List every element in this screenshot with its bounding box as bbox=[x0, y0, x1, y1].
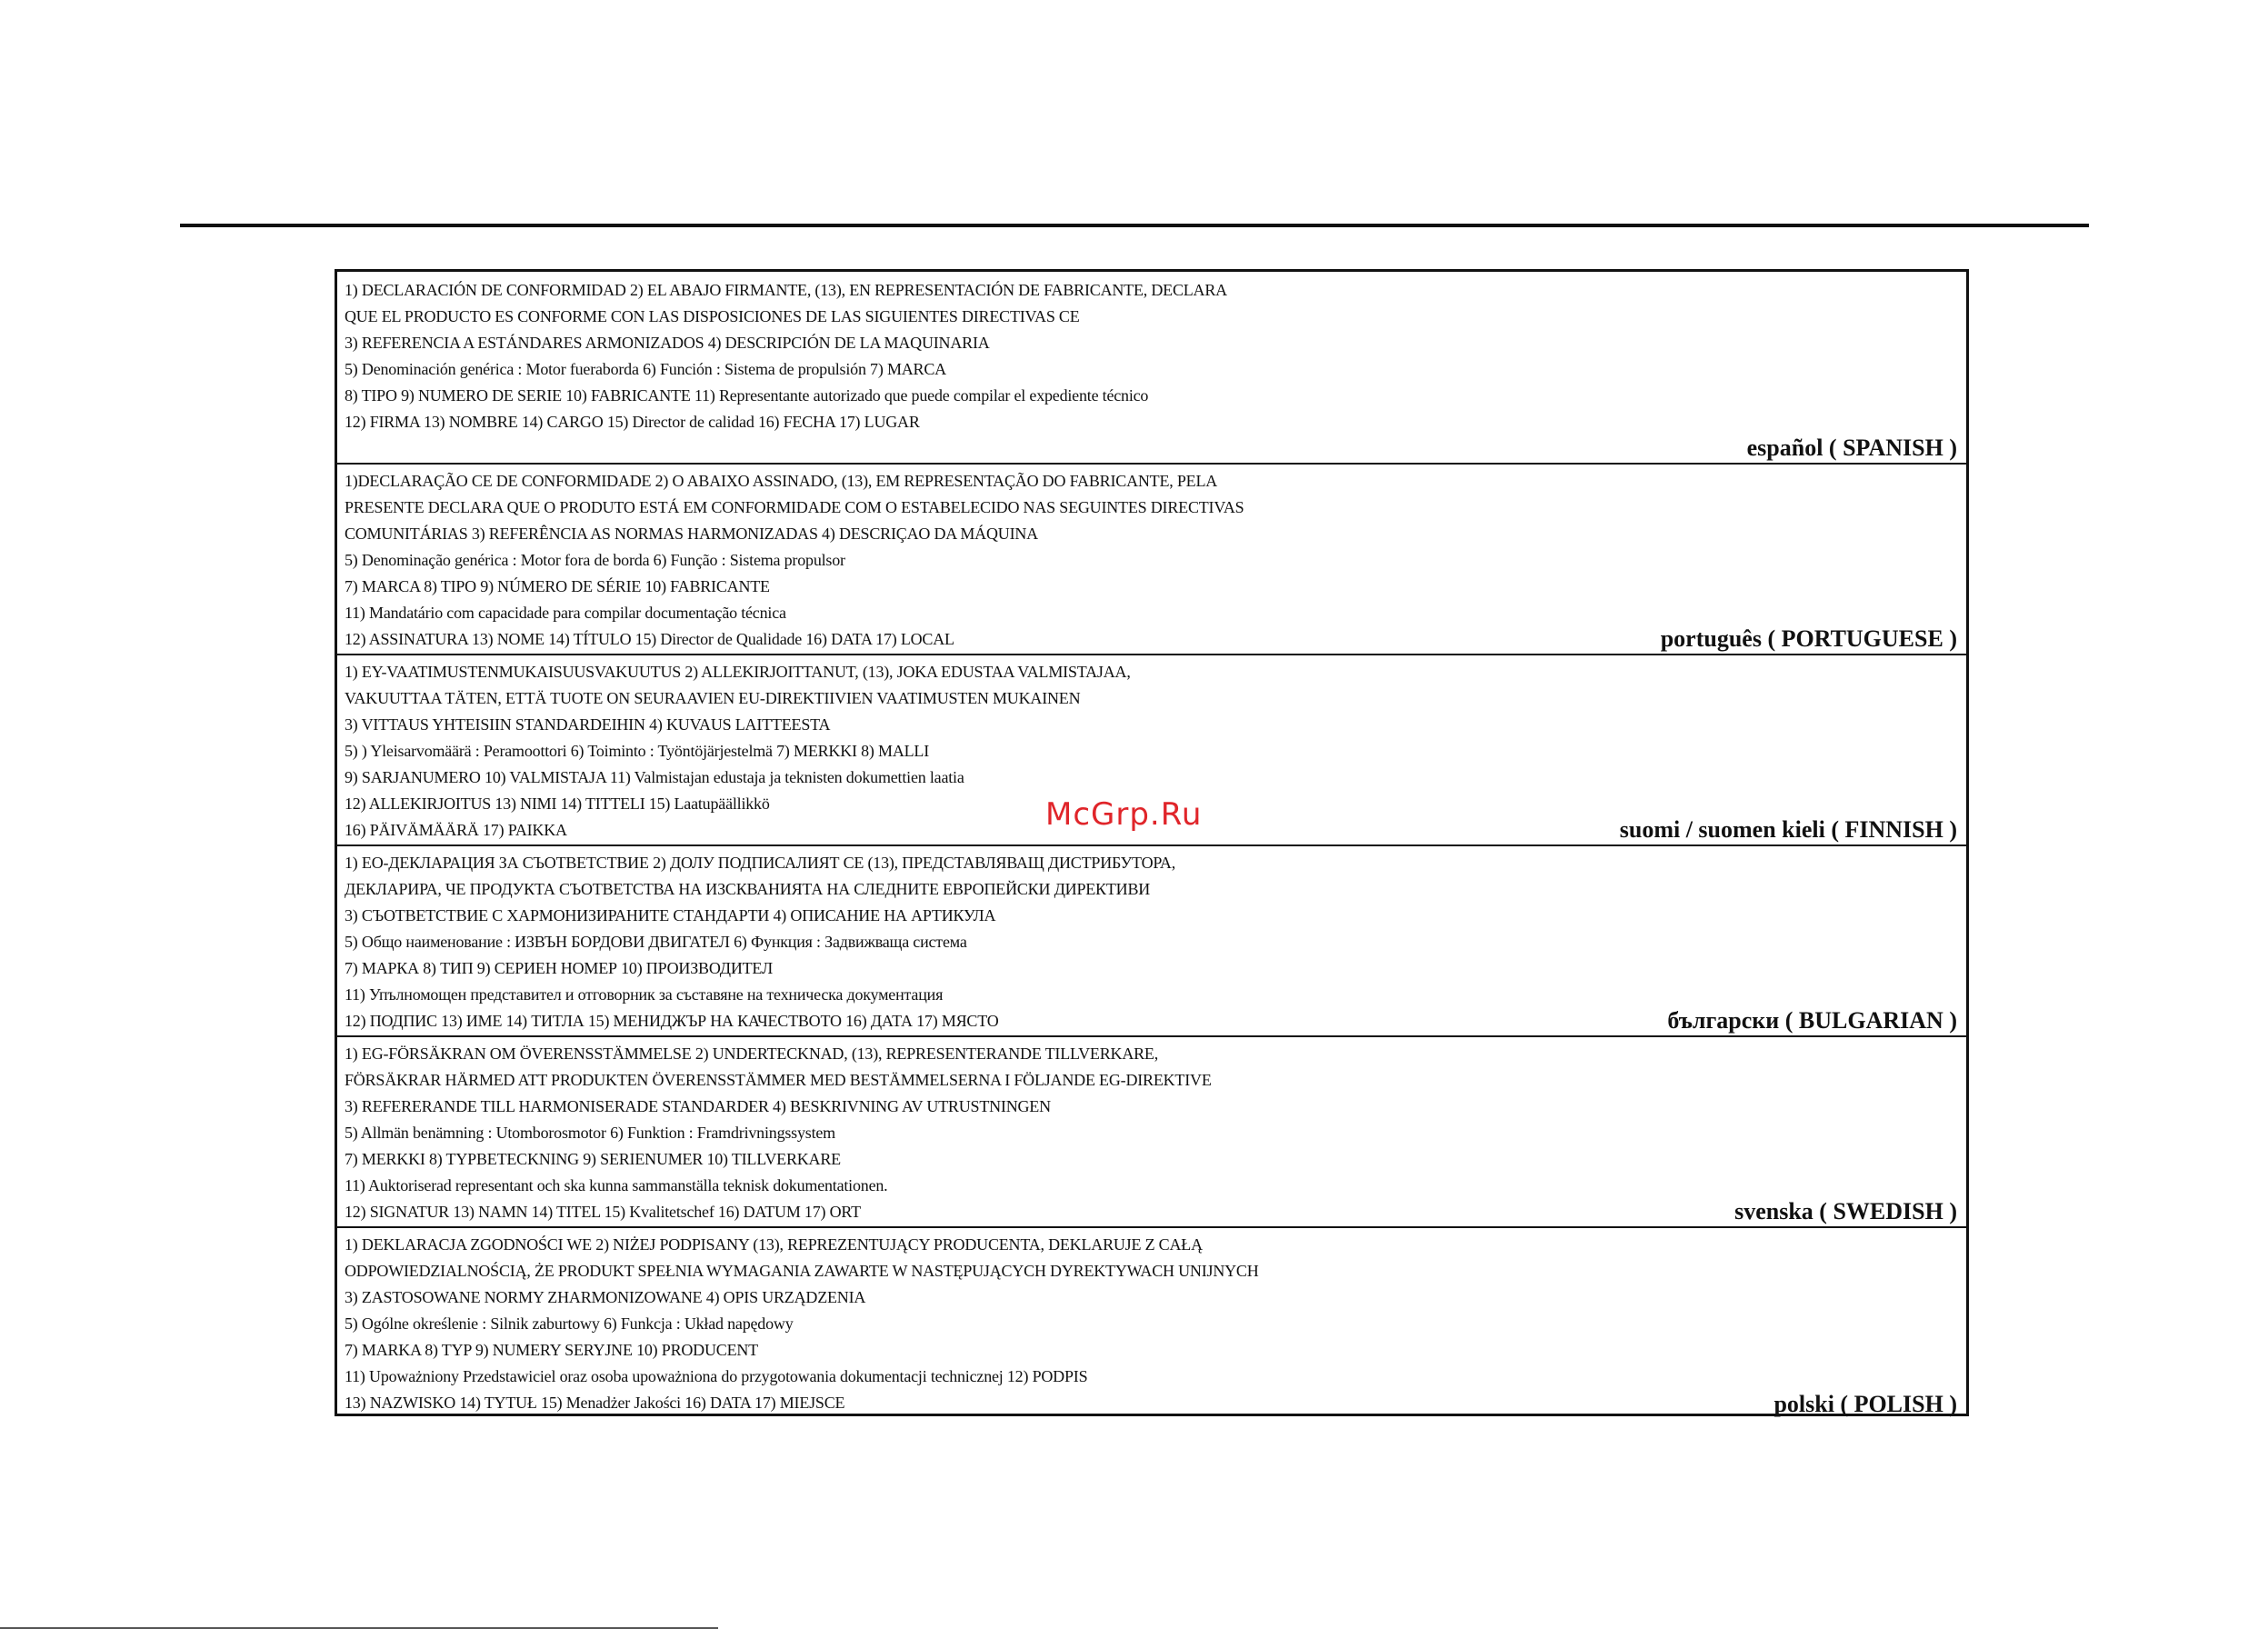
declaration-line: 3) ZASTOSOWANE NORMY ZHARMONIZOWANE 4) OPIS URZĄDZENIA bbox=[345, 1288, 866, 1306]
language-label: polski ( POLISH ) bbox=[1773, 1391, 1957, 1417]
declaration-line: 1)DECLARAÇÃO CE DE CONFORMIDADE 2) O ABAIXO ASSINADO, (13), EM REPRESENTAÇÃO DO FABRICANTE, PELA bbox=[345, 472, 1218, 490]
declaration-line: QUE EL PRODUCTO ES CONFORME CON LAS DISPOSICIONES DE LAS SIGUIENTES DIRECTIVAS CE bbox=[345, 307, 1080, 325]
declaration-line: 3) VITTAUS YHTEISIIN STANDARDEIHIN 4) KUVAUS LAITTEESTA bbox=[345, 715, 831, 734]
declaration-line: 5) Allmän benämning : Utomborosmotor 6) Funktion : Framdrivningssystem bbox=[345, 1124, 835, 1142]
declaration-line: 7) MERKKI 8) TYPBETECKNING 9) SERIENUMER 10) TILLVERKARE bbox=[345, 1150, 841, 1168]
language-section bbox=[337, 846, 1966, 1037]
declaration-line: PRESENTE DECLARA QUE O PRODUTO ESTÁ EM CONFORMIDADE COM O ESTABELECIDO NAS SEGUINTES DIRECTIVAS bbox=[345, 498, 1244, 516]
declaration-line: 9) SARJANUMERO 10) VALMISTAJA 11) Valmistajan edustaja ja teknisten dokumettien laatia bbox=[345, 768, 964, 786]
declaration-line: COMUNITÁRIAS 3) REFERÊNCIA AS NORMAS HARMONIZADAS 4) DESCRIÇAO DA MÁQUINA bbox=[345, 525, 1038, 543]
declaration-line: 5) Общо наименование : ИЗВЪН БОРДОВИ ДВИГАТЕЛ 6) Функция : Задвижваща система bbox=[345, 933, 967, 951]
language-section bbox=[337, 465, 1966, 655]
language-section bbox=[337, 1228, 1966, 1419]
language-label: български ( BULGARIAN ) bbox=[1667, 1007, 1957, 1034]
declaration-line: FÖRSÄKRAR HÄRMED ATT PRODUKTEN ÖVERENSSTÄMMER MED BESTÄMMELSERNA I FÖLJANDE EG-DIREKTIVE bbox=[345, 1071, 1212, 1089]
declaration-line: 5) Denominação genérica : Motor fora de borda 6) Função : Sistema propulsor bbox=[345, 551, 845, 569]
declaration-line: 12) FIRMA 13) NOMBRE 14) CARGO 15) Director de calidad 16) FECHA 17) LUGAR bbox=[345, 413, 920, 431]
language-section bbox=[337, 272, 1966, 465]
declaration-line: 12) ПОДПИС 13) ИМЕ 14) ТИТЛА 15) МЕНИДЖЪР НА КАЧЕСТВОТО 16) ДАТА 17) МЯСТО bbox=[345, 1012, 999, 1030]
declaration-line: 12) SIGNATUR 13) NAMN 14) TITEL 15) Kvalitetschef 16) DATUM 17) ORT bbox=[345, 1203, 861, 1221]
top-horizontal-rule bbox=[180, 224, 2089, 227]
declaration-line: 1) DECLARACIÓN DE CONFORMIDAD 2) EL ABAJO FIRMANTE, (13), EN REPRESENTACIÓN DE FABRICANTE, DECLARA bbox=[345, 281, 1227, 299]
declaration-line: 12) ALLEKIRJOITUS 13) NIMI 14) TITTELI 15) Laatupäällikkö bbox=[345, 795, 770, 813]
declaration-line: 3) REFERERANDE TILL HARMONISERADE STANDARDER 4) BESKRIVNING AV UTRUSTNINGEN bbox=[345, 1097, 1051, 1115]
declaration-line: 8) TIPO 9) NUMERO DE SERIE 10) FABRICANTE 11) Representante autorizado que puede compilar el expediente técnico bbox=[345, 386, 1149, 405]
declaration-table bbox=[335, 269, 1969, 1416]
declaration-line: 11) Auktoriserad representant och ska kunna sammanställa teknisk dokumentationen. bbox=[345, 1176, 888, 1194]
declaration-line: 11) Mandatário com capacidade para compilar documentação técnica bbox=[345, 604, 786, 622]
declaration-line: 7) MARKA 8) TYP 9) NUMERY SERYJNE 10) PRODUCENT bbox=[345, 1341, 758, 1359]
declaration-line: 3) REFERENCIA A ESTÁNDARES ARMONIZADOS 4) DESCRIPCIÓN DE LA MAQUINARIA bbox=[345, 334, 990, 352]
declaration-line: 13) NAZWISKO 14) TYTUŁ 15) Menadżer Jakości 16) DATA 17) MIEJSCE bbox=[345, 1394, 845, 1412]
declaration-line: 11) Упълномощен представител и отговорник за съставяне на техническа документация bbox=[345, 985, 944, 1004]
declaration-line: 5) Denominación genérica : Motor fueraborda 6) Función : Sistema de propulsión 7) MARCA bbox=[345, 360, 946, 378]
declaration-line: 7) MARCA 8) TIPO 9) NÚMERO DE SÉRIE 10) FABRICANTE bbox=[345, 577, 770, 595]
declaration-line: 16) PÄIVÄMÄÄRÄ 17) PAIKKA bbox=[345, 821, 567, 839]
language-section bbox=[337, 1037, 1966, 1228]
language-label: português ( PORTUGUESE ) bbox=[1660, 625, 1957, 652]
watermark: McGrp.Ru bbox=[1045, 796, 1203, 833]
declaration-line: ДЕКЛАРИРА, ЧЕ ПРОДУКТА СЪОТВЕТСТВА НА ИЗСКВАНИЯТА НА СЛЕДНИТЕ ЕВРОПЕЙСКИ ДИРЕКТИВИ bbox=[345, 880, 1151, 898]
declaration-line: 11) Upoważniony Przedstawiciel oraz osoba upoważniona do przygotowania dokumentacji technicznej 12) PODPIS bbox=[345, 1367, 1088, 1385]
declaration-line: 7) МАРКА 8) ТИП 9) СЕРИЕН НОМЕР 10) ПРОИЗВОДИТЕЛ bbox=[345, 959, 773, 977]
declaration-line: 1) EG-FÖRSÄKRAN OM ÖVERENSSTÄMMELSE 2) UNDERTECKNAD, (13), REPRESENTERANDE TILLVERKARE, bbox=[345, 1044, 1159, 1063]
language-label: suomi / suomen kieli ( FINNISH ) bbox=[1619, 816, 1957, 843]
declaration-line: ODPOWIEDZIALNOŚCIĄ, ŻE PRODUKT SPEŁNIA WYMAGANIA ZAWARTE W NASTĘPUJĄCYCH DYREKTYWACH UNIJNYCH bbox=[345, 1262, 1259, 1280]
declaration-line: VAKUUTTAA TÄTEN, ETTÄ TUOTE ON SEURAAVIEN EU-DIREKTIIVIEN VAATIMUSTEN MUKAINEN bbox=[345, 689, 1081, 707]
declaration-line: 3) СЪОТВЕТСТВИЕ С ХАРМОНИЗИРАНИТЕ СТАНДАРТИ 4) ОПИСАНИЕ НА АРТИКУЛА bbox=[345, 906, 996, 924]
language-label: español ( SPANISH ) bbox=[1746, 435, 1957, 461]
declaration-line: 5) Ogólne określenie : Silnik zaburtowy 6) Funkcja : Układ napędowy bbox=[345, 1314, 794, 1333]
declaration-line: 5) ) Yleisarvomäärä : Peramoottori 6) Toiminto : Työntöjärjestelmä 7) MERKKI 8) MALLI bbox=[345, 742, 930, 760]
declaration-line: 1) DEKLARACJA ZGODNOŚCI WE 2) NIŻEJ PODPISANY (13), REPREZENTUJĄCY PRODUCENTA, DEKLARUJE Z CAŁĄ bbox=[345, 1235, 1203, 1254]
declaration-line: 1) EY-VAATIMUSTENMUKAISUUSVAKUUTUS 2) ALLEKIRJOITTANUT, (13), JOKA EDUSTAA VALMISTAJAA, bbox=[345, 663, 1131, 681]
declaration-line: 12) ASSINATURA 13) NOME 14) TÍTULO 15) Director de Qualidade 16) DATA 17) LOCAL bbox=[345, 630, 954, 648]
declaration-line: 1) ЕО-ДЕКЛАРАЦИЯ ЗА СЪОТВЕТСТВИЕ 2) ДОЛУ ПОДПИСАЛИЯТ СЕ (13), ПРЕДСТАВЛЯВАЩ ДИСТРИБУТОРА, bbox=[345, 854, 1176, 872]
language-label: svenska ( SWEDISH ) bbox=[1734, 1198, 1957, 1224]
